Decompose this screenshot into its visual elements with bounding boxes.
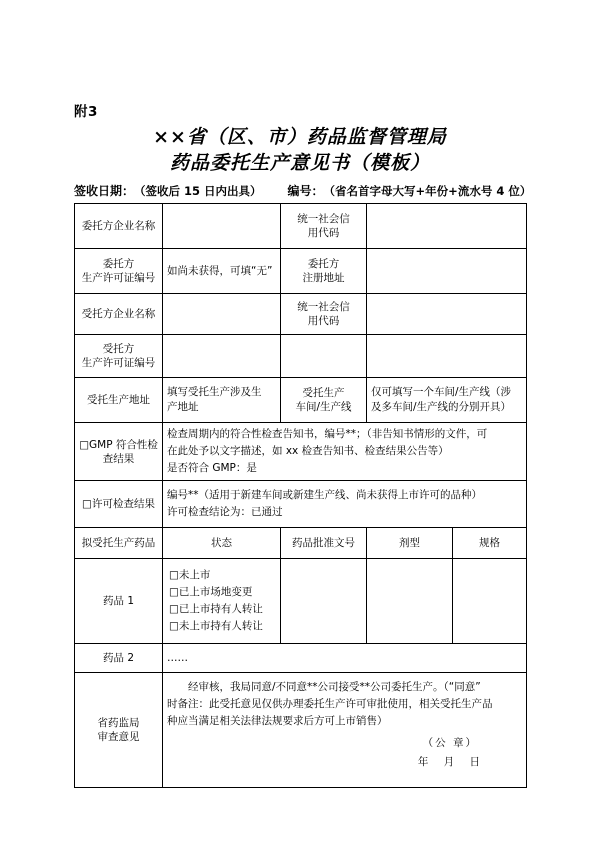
document-title [0, 124, 600, 176]
entrustor-license-line2: 生产许可证编号 [81, 272, 156, 284]
number-label: 编号： [287, 184, 324, 198]
cell-entrustor-license-value[interactable]: 如尚未获得，可填“无” [163, 249, 281, 294]
cell-drug-1-approval-number[interactable] [281, 559, 367, 644]
cell-entrustor-name-value[interactable] [163, 204, 281, 249]
cell-entrustor-license-label [75, 249, 163, 294]
license-check-text-line2: 许可检查结论为：已通过 [167, 506, 283, 518]
cell-uscc-value[interactable] [367, 204, 527, 249]
cell-trustee-name-value[interactable] [163, 294, 281, 335]
receipt-date-label: 签收日期： [74, 184, 135, 198]
table-header-row [75, 528, 527, 559]
gmp-text-line3: 是否符合 GMP：是 [167, 462, 257, 474]
cell-workshop-label [281, 378, 367, 423]
cell-review-opinion-value[interactable] [163, 673, 527, 788]
cell-gmp-result-label[interactable] [75, 423, 163, 481]
review-text-line3: 种应当满足相关法律法规要求后方可上市销售） [167, 715, 388, 727]
gmp-text-line2: 在此处予以文字描述，如 xx 检查告知书、检查结果公告等） [167, 445, 449, 457]
header-dosage-form: 剂型 [367, 528, 453, 559]
header-status: 状态 [163, 528, 281, 559]
license-check-line1: □许可检查结果 [82, 498, 155, 510]
cell-uscc-label [281, 204, 367, 249]
option-not-marketed[interactable]: □未上市 [169, 569, 211, 581]
workshop-note-line2: 及多车间/生产线的分别开具） [371, 401, 512, 413]
trustee-license-line1: 受托方 [102, 343, 135, 355]
cell-r4-empty-1[interactable] [281, 335, 367, 378]
cell-drug-1-label: 药品 1 [75, 559, 163, 644]
cell-trustee-uscc-label [281, 294, 367, 335]
entrustor-address-line1: 委托方 [307, 258, 340, 270]
review-opinion-line1: 省药监局 [97, 717, 140, 729]
table-row [75, 673, 527, 788]
uscc-label-line2: 用代码 [307, 227, 340, 239]
trustee-uscc-line2: 用代码 [307, 315, 340, 327]
cell-entrustor-address-value[interactable] [367, 249, 527, 294]
cell-review-opinion-label [75, 673, 163, 788]
header-approval-number: 药品批准文号 [281, 528, 367, 559]
cell-license-check-label[interactable] [75, 481, 163, 528]
workshop-label-line2: 车间/生产线 [295, 401, 352, 413]
header-drug-label: 拟受托生产药品 [75, 528, 163, 559]
review-opinion-line2: 审查意见 [97, 731, 140, 743]
attachment-label: 附3 [74, 104, 98, 120]
gmp-result-line2: 查结果 [102, 452, 135, 465]
option-not-marketed-holder-transfer[interactable]: □未上市持有人转让 [169, 620, 263, 632]
option-marketed-site-change[interactable]: □已上市场地变更 [169, 586, 253, 598]
cell-drug-1-status[interactable] [163, 559, 281, 644]
license-check-text-line1: 编号**（适用于新建车间或新建生产线、尚未获得上市许可的品种） [167, 489, 482, 501]
form-table [74, 203, 527, 788]
cell-r4-empty-2[interactable] [367, 335, 527, 378]
cell-gmp-result-value[interactable] [163, 423, 527, 481]
title-line-1: ××省（区、市）药品监督管理局 [153, 126, 447, 148]
cell-trustee-uscc-value[interactable] [367, 294, 527, 335]
cell-drug-1-specification[interactable] [453, 559, 527, 644]
title-line-2: 药品委托生产意见书（模板） [169, 152, 430, 174]
uscc-label-line1: 统一社会信 [297, 213, 350, 225]
receipt-date-note: （签收后 15 日内出具） [134, 184, 262, 198]
table-row [75, 294, 527, 335]
entrustor-license-line1: 委托方 [102, 258, 135, 270]
cell-license-check-value[interactable] [163, 481, 527, 528]
gmp-result-line1: □GMP 符合性检 [79, 438, 158, 451]
header-specification: 规格 [453, 528, 527, 559]
review-text-line1: 经审核，我局同意/不同意**公司接受**公司委托生产。（“同意” [188, 681, 481, 693]
seal-placeholder: （公 章） [422, 737, 478, 749]
production-address-line2: 产地址 [167, 401, 199, 413]
cell-drug-1-dosage-form[interactable] [367, 559, 453, 644]
workshop-label-line1: 受托生产 [302, 387, 345, 399]
table-row [75, 644, 527, 673]
table-row [75, 204, 527, 249]
entrustor-address-line2: 注册地址 [302, 272, 345, 284]
cell-production-address-value[interactable] [163, 378, 281, 423]
gmp-text-line1: 检查周期内的符合性检查告知书，编号**；（非告知书情形的文件，可 [167, 428, 488, 440]
workshop-note-line1: 仅可填写一个车间/生产线（涉 [371, 386, 512, 398]
option-marketed-holder-transfer[interactable]: □已上市持有人转让 [169, 603, 263, 615]
table-row [75, 335, 527, 378]
cell-drug-2-value[interactable]: …… [163, 644, 527, 673]
review-text-line2: 时备注：此受托意见仅供办理委托生产许可审批使用，相关受托生产品 [167, 698, 493, 710]
cell-entrustor-address-label [281, 249, 367, 294]
table-row [75, 559, 527, 644]
date-placeholder: 年 月 日 [417, 756, 486, 768]
cell-workshop-value[interactable] [367, 378, 527, 423]
number-note: （省名首字母大写+年份+流水号 4 位） [323, 184, 532, 198]
table-row [75, 249, 527, 294]
cell-entrustor-name-label: 委托方企业名称 [75, 204, 163, 249]
cell-trustee-name-label: 受托方企业名称 [75, 294, 163, 335]
meta-row [74, 182, 534, 199]
trustee-license-line2: 生产许可证编号 [81, 357, 156, 369]
trustee-uscc-line1: 统一社会信 [297, 301, 350, 313]
production-address-line1: 填写受托生产涉及生 [167, 386, 262, 398]
cell-trustee-license-value[interactable] [163, 335, 281, 378]
table-row [75, 423, 527, 481]
cell-trustee-license-label [75, 335, 163, 378]
table-row [75, 378, 527, 423]
cell-production-address-label: 受托生产地址 [75, 378, 163, 423]
table-row [75, 481, 527, 528]
cell-drug-2-label: 药品 2 [75, 644, 163, 673]
